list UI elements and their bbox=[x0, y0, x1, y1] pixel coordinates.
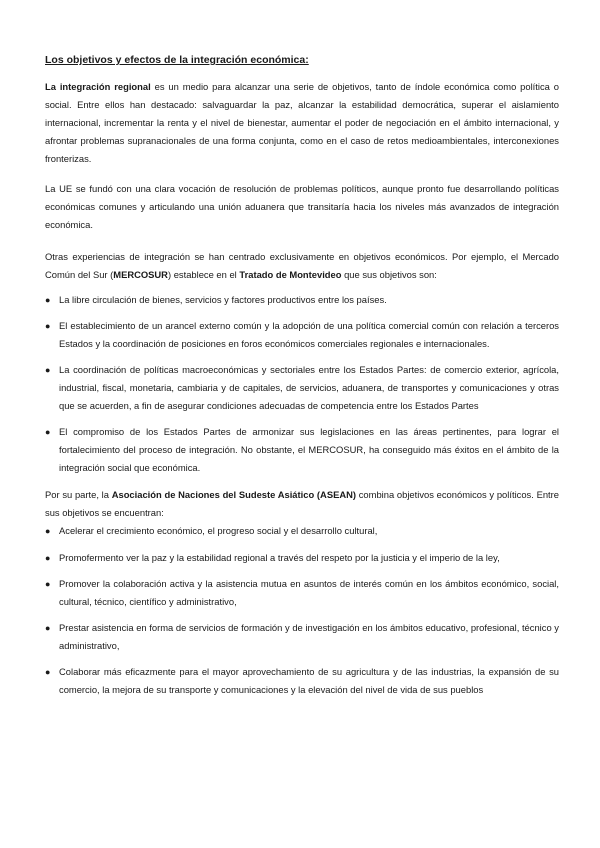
list-item: ● Promofermento ver la paz y la estabilidad regional a través del respeto por la justicia y el imperio de la ley, bbox=[45, 549, 559, 567]
bullet-icon: ● bbox=[45, 579, 51, 589]
list-item: ● La libre circulación de bienes, servicios y factores productivos entre los países. bbox=[45, 291, 559, 309]
bullet-icon: ● bbox=[45, 526, 51, 536]
paragraph-regional-integration: La integración regional es un medio para alcanzar una serie de objetivos, tanto de índole económica como política o social. Entre ellos han destacado: salvaguardar la paz, alcanzar la estabilidad democrática, superar el aislamiento internacional, incrementar la renta y el nivel de bienestar, aumentar el poder de negociación en el ámbito internacional, y afrontar problemas supranacionales de una forma conjunta, como en el caso de retos medioambientales, interconexiones fronterizas. bbox=[45, 81, 559, 164]
bold-term: La integración regional bbox=[45, 81, 151, 92]
paragraph-mercosur-intro: Otras experiencias de integración se han centrado exclusivamente en objetivos económicos. Por ejemplo, el Mercado Común del Sur (MERCOSUR) establece en el Tratado de Montevideo que sus objetivos son: bbox=[45, 251, 559, 280]
list-item: ● El establecimiento de un arancel externo común y la adopción de una política comercial común con relación a terceros Estados y la coordinación de posiciones en foros económicos comerciales regionales e internacionales. bbox=[45, 317, 559, 353]
list-item: ● Colaborar más eficazmente para el mayor aprovechamiento de su agricultura y de las industrias, la expansión de su comercio, la mejora de su transporte y comunicaciones y la elevación del nivel de vida de sus pueblos bbox=[45, 663, 559, 699]
bullet-icon: ● bbox=[45, 667, 51, 677]
list-item: ● Promover la colaboración activa y la asistencia mutua en asuntos de interés común en los ámbitos económico, social, cultural, técnico, científico y administrativo, bbox=[45, 575, 559, 611]
document-page bbox=[45, 52, 559, 707]
bullet-icon: ● bbox=[45, 295, 51, 305]
paragraph-asean-intro: Por su parte, la Asociación de Naciones del Sudeste Asiático (ASEAN) combina objetivos económicos y políticos. Entre sus objetivos se encuentran: bbox=[45, 489, 559, 518]
mercosur-objectives-list bbox=[45, 291, 559, 477]
list-item: ● El compromiso de los Estados Partes de armonizar sus legislaciones en las áreas pertinentes, para lograr el fortalecimiento del proceso de integración. No obstante, el MERCOSUR, ha conseguido más éxitos en el ámbito de la integración social que económica. bbox=[45, 423, 559, 477]
bullet-icon: ● bbox=[45, 623, 51, 633]
bullet-icon: ● bbox=[45, 365, 51, 375]
bullet-icon: ● bbox=[45, 321, 51, 331]
list-item: ● Prestar asistencia en forma de servicios de formación y de investigación en los ámbitos educativo, profesional, técnico y administrativo, bbox=[45, 619, 559, 655]
section-title: Los objetivos y efectos de la integración económica: bbox=[45, 54, 309, 66]
bullet-icon: ● bbox=[45, 553, 51, 563]
bullet-icon: ● bbox=[45, 427, 51, 437]
list-item: ● Acelerar el crecimiento económico, el progreso social y el desarrollo cultural, bbox=[45, 522, 559, 540]
list-item: ● La coordinación de políticas macroeconómicas y sectoriales entre los Estados Partes: de comercio exterior, agrícola, industrial, fiscal, monetaria, cambiaria y de capitales, de servicios, aduanera, de transportes y comunicaciones y otras que se acuerden, a fin de asegurar condiciones adecuadas de competencia entre los Estados Partes bbox=[45, 361, 559, 415]
paragraph-eu: La UE se fundó con una clara vocación de resolución de problemas políticos, aunque pronto fue desarrollando políticas económicas comunes y articulando una unión aduanera que transitaría hacia los niveles más avanzados de integración económica. bbox=[45, 183, 559, 230]
asean-objectives-list bbox=[45, 522, 559, 699]
